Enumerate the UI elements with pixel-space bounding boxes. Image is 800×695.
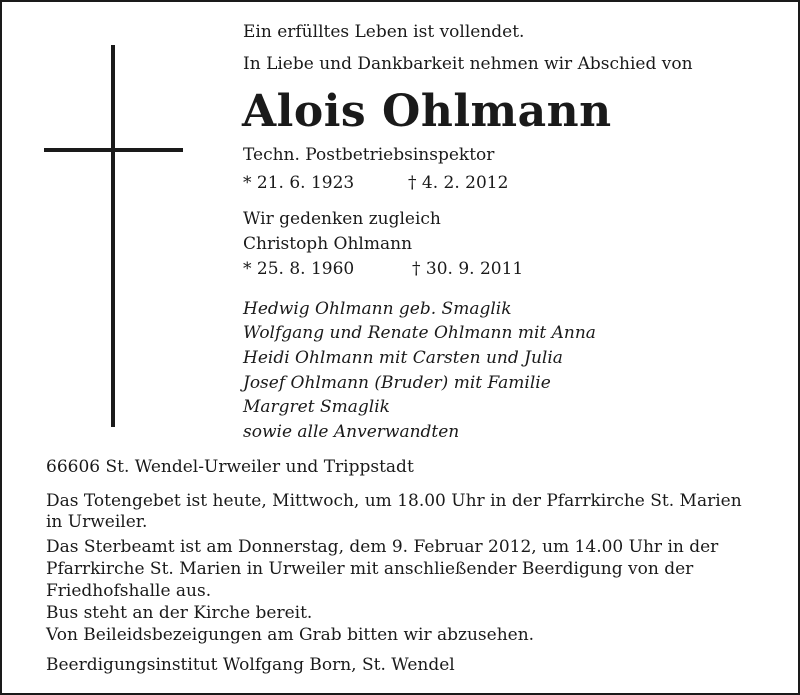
deceased-title: Techn. Postbetriebsinspektor — [243, 145, 495, 165]
cross-horizontal-bar — [44, 148, 183, 152]
details-line: Das Sterbeamt ist am Donnerstag, dem 9. Februar 2012, um 14.00 Uhr in der — [46, 537, 719, 557]
mourner-line: sowie alle Anverwandten — [243, 422, 460, 442]
mourner-line: Margret Smaglik — [243, 397, 390, 417]
mourner-line: Heidi Ohlmann mit Carsten und Julia — [243, 348, 563, 368]
details-line: Von Beileidsbezeigungen am Grab bitten wir abzusehen. — [46, 625, 535, 645]
undertaker-line: Beerdigungsinstitut Wolfgang Born, St. Wendel — [46, 655, 455, 675]
intro-line-2: In Liebe und Dankbarkeit nehmen wir Abschied von — [243, 54, 693, 74]
details-line: Pfarrkirche St. Marien in Urweiler mit anschließender Beerdigung von der — [46, 559, 694, 579]
details-line: in Urweiler. — [46, 512, 148, 532]
location-line: 66606 St. Wendel-Urweiler und Trippstadt — [46, 457, 414, 477]
remember-intro: Wir gedenken zugleich — [243, 209, 441, 229]
details-line: Das Totengebet ist heute, Mittwoch, um 18.00 Uhr in der Pfarrkirche St. Marien — [46, 491, 742, 511]
intro-line-1: Ein erfülltes Leben ist vollendet. — [243, 22, 525, 42]
details-line: Friedhofshalle aus. — [46, 581, 212, 601]
remember-birth-date: * 25. 8. 1960 — [243, 259, 355, 279]
mourner-line: Hedwig Ohlmann geb. Smaglik — [243, 299, 512, 319]
remember-death-date: † 30. 9. 2011 — [412, 259, 524, 279]
cross-vertical-bar — [111, 45, 115, 427]
deceased-death-date: † 4. 2. 2012 — [408, 173, 509, 193]
mourner-line: Wolfgang und Renate Ohlmann mit Anna — [243, 323, 596, 343]
details-line: Bus steht an der Kirche bereit. — [46, 603, 313, 623]
deceased-name: Alois Ohlmann — [242, 86, 612, 137]
deceased-birth-date: * 21. 6. 1923 — [243, 173, 355, 193]
mourner-line: Josef Ohlmann (Bruder) mit Familie — [243, 373, 551, 393]
remember-name: Christoph Ohlmann — [243, 234, 413, 254]
